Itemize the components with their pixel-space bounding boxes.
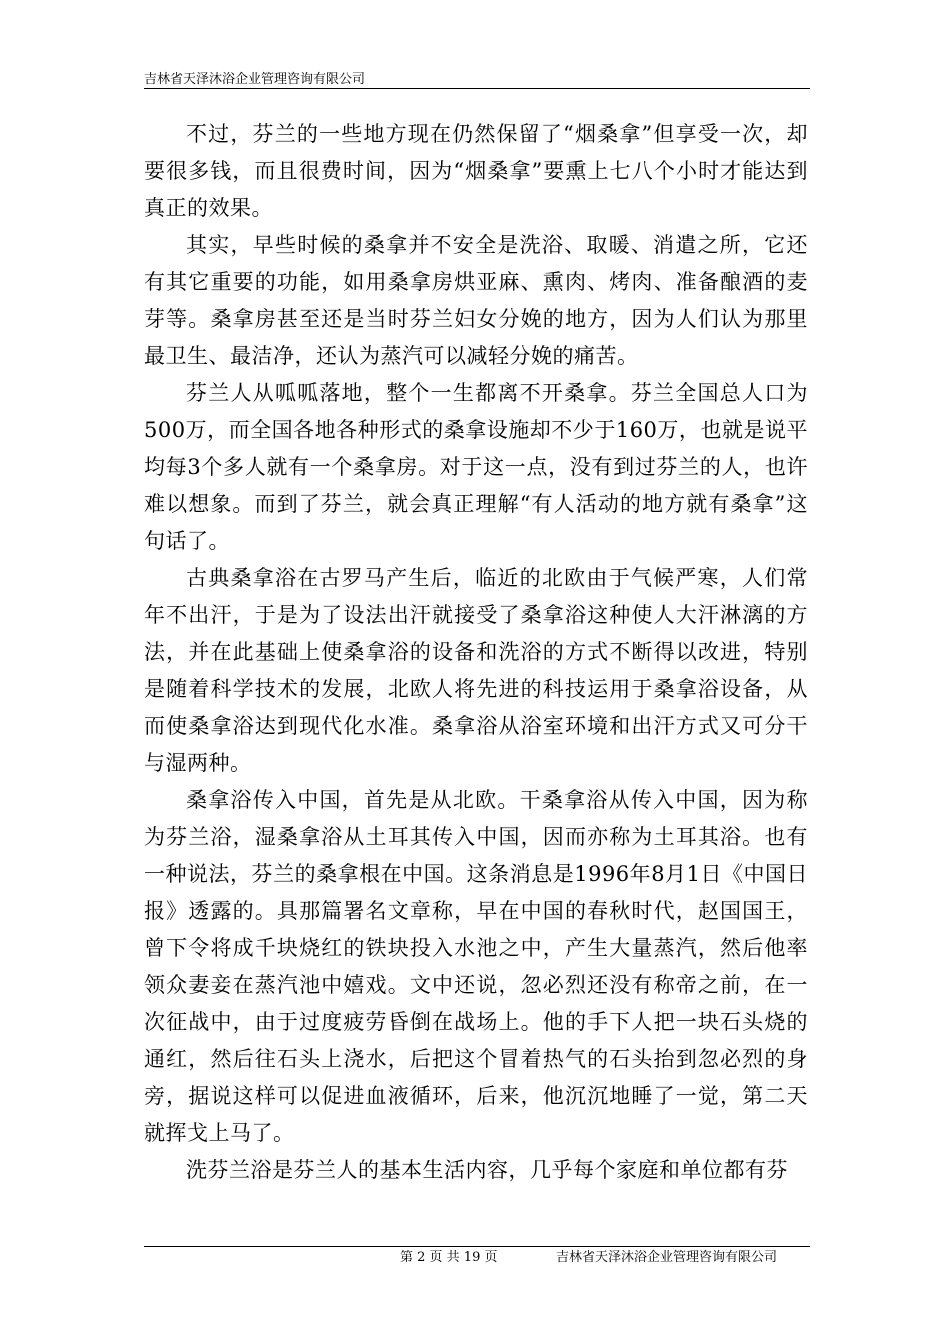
paragraph-5: 桑拿浴传入中国，首先是从北欧。干桑拿浴从传入中国，因为称为芬兰浴，湿桑拿浴从土耳其传入中国，因而亦称为土耳其浴。也有一种说法，芬兰的桑拿根在中国。这条消息是1996年8月1日《中国日报》透露的。具那篇署名文章称，早在中国的春秋时代，赵国国王，曾下令将成千块烧红的铁块投入水池之中，产生大量蒸汽，然后他率领众妻妾在蒸汽池中嬉戏。文中还说，忽必烈还没有称帝之前，在一次征战中，由于过度疲劳昏倒在战场上。他的手下人把一块石头烧的通红，然后往石头上浇水，后把这个冒着热气的石头抬到忽必烈的身旁，据说这样可以促进血液循环，后来，他沉沉地睡了一觉，第二天就挥戈上马了。: [144, 788, 808, 1145]
header-divider: [144, 88, 810, 89]
paragraph-1: 不过，芬兰的一些地方现在仍然保留了“烟桑拿”但享受一次，却要很多钱，而且很费时间，因为“烟桑拿”要熏上七八个小时才能达到真正的效果。: [144, 122, 808, 220]
footer-company-name: 吉林省天泽沐浴企业管理咨询有限公司: [556, 1250, 778, 1265]
footer-divider: [144, 1246, 810, 1247]
paragraph-3: 芬兰人从呱呱落地，整个一生都离不开桑拿。芬兰全国总人口为500万，而全国各地各种形式的桑拿设施却不少于160万，也就是说平均每3个多人就有一个桑拿房。对于这一点，没有到过芬兰的人，也许难以想象。而到了芬兰，就会真正理解“有人活动的地方就有桑拿”这句话了。: [144, 381, 808, 553]
paragraph-4: 古典桑拿浴在古罗马产生后，临近的北欧由于气候严寒，人们常年不出汗，于是为了设法出汗就接受了桑拿浴这种使人大汗淋漓的方法，并在此基础上使桑拿浴的设备和洗浴的方式不断得以改进，特别是随着科学技术的发展，北欧人将先进的科技运用于桑拿浴设备，从而使桑拿浴达到现代化水准。桑拿浴从浴室环境和出汗方式又可分干与湿两种。: [144, 566, 808, 775]
paragraph-2: 其实，早些时候的桑拿并不安全是洗浴、取暖、消遣之所，它还有其它重要的功能，如用桑拿房烘亚麻、熏肉、烤肉、准备酿酒的麦芽等。桑拿房甚至还是当时芬兰妇女分娩的地方，因为人们认为那里最卫生、最洁净，还认为蒸汽可以减轻分娩的痛苦。: [144, 233, 808, 368]
footer-page-number: 第 2 页 共 19 页: [400, 1250, 498, 1265]
header-company-name: 吉林省天泽沐浴企业管理咨询有限公司: [144, 72, 366, 87]
document-body: [144, 116, 808, 1189]
paragraph-6: 洗芬兰浴是芬兰人的基本生活内容，几乎每个家庭和单位都有芬: [186, 1158, 788, 1182]
